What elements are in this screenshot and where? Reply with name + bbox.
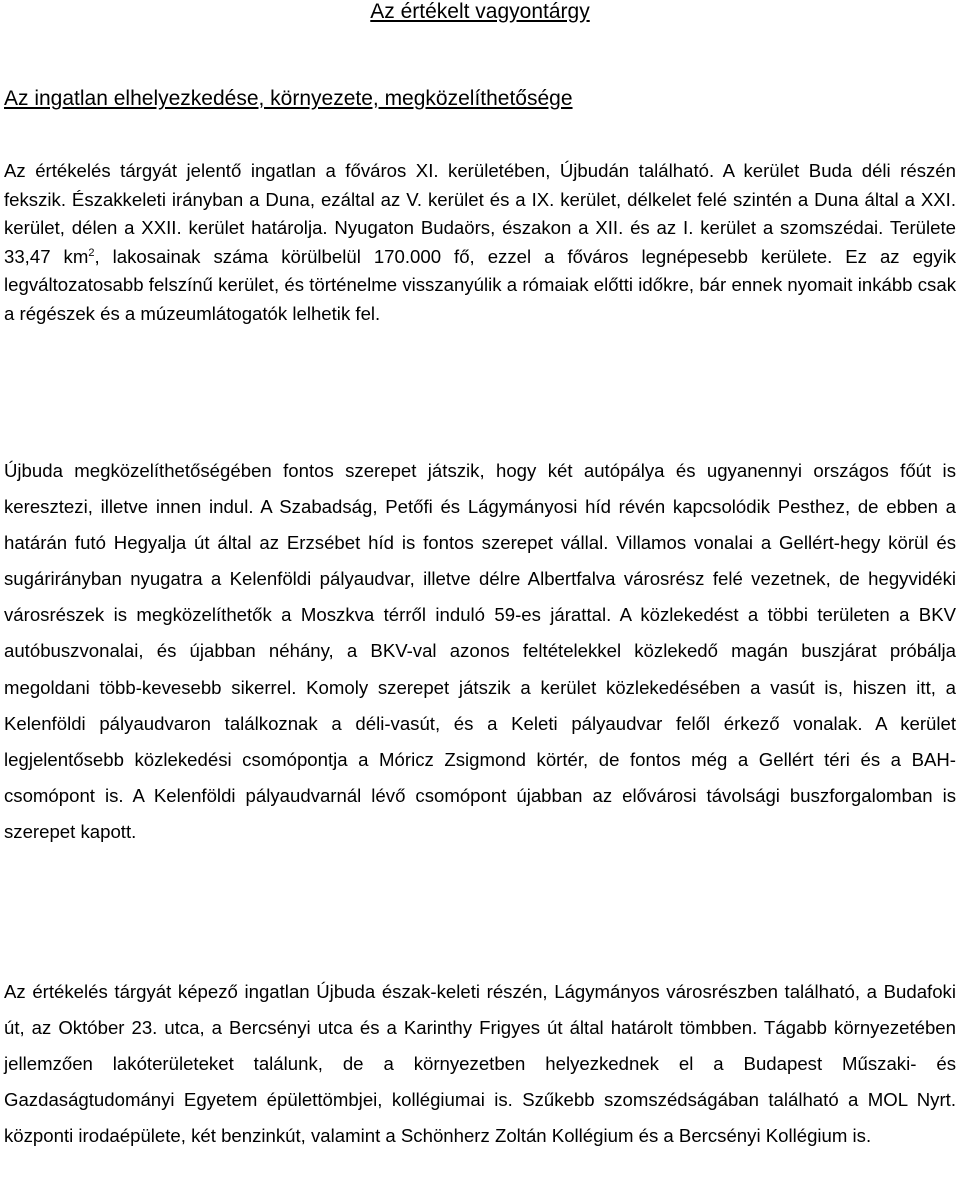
paragraph-location-text-a: Az értékelés tárgyát jelentő ingatlan a főváros XI. kerületében, Újbudán található. A kerület Buda déli részén fekszik. Északkeleti irányban a Duna, ezáltal az V. kerület és a IX. kerület, délkelet felé szintén a Duna által a XXI. kerület, délen a XXII. kerület határolja. Nyugaton Budaörs, északon a XII. és az I. kerület a szomszédai. Területe 33,47 km [4,160,956,267]
paragraph-accessibility: Újbuda megközelíthetőségében fontos szerepet játszik, hogy két autópálya és ugyanennyi országos főút is keresztezi, illetve innen indul. A Szabadság, Petőfi és Lágymányosi híd révén kapcsolódik Pesthez, de ebben a határán futó Hegyalja út által az Erzsébet híd is fontos szerepet vállal. Villamos vonalai a Gellért-hegy körül és sugárirányban nyugatra a Kelenföldi pályaudvar, illetve délre Albertfalva városrész felé vezetnek, de hegyvidéki városrészek is megközelíthetők a Moszkva térről induló 59-es járattal. A közlekedést a többi területen a BKV autóbuszvonalai, és újabban néhány, a BKV-val azonos feltételekkel közlekedő magán buszjárat próbálja megoldani több-kevesebb sikerrel. Komoly szerepet játszik a kerület közlekedésében a vasút is, hiszen itt, a Kelenföldi pályaudvaron találkoznak a déli-vasút, és a Keleti pályaudvar felől érkező vonalak. A kerület legjelentősebb közlekedési csomópontja a Móricz Zsigmond körtér, de fontos még a Gellért téri és a BAH-csomópont is. A Kelenföldi pályaudvarnál lévő csomópont újabban az elővárosi távolsági buszforgalomban is szerepet kapott. [4,460,956,842]
paragraph-property-surroundings: Az értékelés tárgyát képező ingatlan Újbuda észak-keleti részén, Lágymányos városrészben található, a Budafoki út, az Október 23. utca, a Bercsényi utca és a Karinthy Frigyes út által határolt tömbben. Tágabb környezetében jellemzően lakóterületeket találunk, de a környezetben helyezkednek el a Budapest Műszaki- és Gazdaságtudományi Egyetem épülettömbjei, kollégiumai is. Szűkebb szomszédságában található a MOL Nyrt. központi irodaépülete, két benzinkút, valamint a Schönherz Zoltán Kollégium és a Bercsényi Kollégium is. [4,981,956,1146]
section-subtitle: Az ingatlan elhelyezkedése, környezete, megközelíthetősége [4,87,573,110]
superscript-two: 2 [88,246,95,259]
paragraph-location [4,157,956,328]
document-title: Az értékelt vagyontárgy [370,0,590,23]
paragraph-location-text-b: , lakosainak száma körülbelül 170.000 fő, ezzel a főváros legnépesebb kerülete. Ez az egyik legváltozatosabb felszínű kerület, és történelme visszanyúlik a rómaiak előtti időkre, bár ennek nyomait inkább csak a régészek és a múzeumlátogatók lelhetik fel. [4,245,956,324]
document-page [4,0,956,1146]
